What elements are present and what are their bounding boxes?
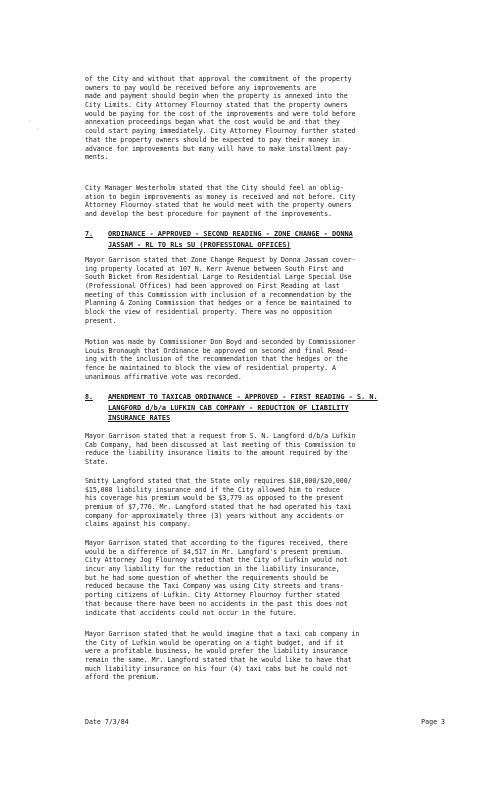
text-line: would be paying for the cost of the improvements and were told before: [85, 109, 356, 118]
text-line: ation to begin improvements as money is received and not before. City: [85, 192, 356, 201]
text-line: that the property owners should be expected to pay their money in: [85, 135, 340, 144]
text-line: present.: [85, 316, 117, 325]
text-line: Cab Company, had been discussed at last meeting of this Commission to: [85, 440, 356, 449]
item-8-heading: [85, 392, 465, 424]
text-line: of the City and without that approval the commitment of the property: [85, 75, 352, 83]
text-line: South Bicket from Residential Large to Residential Large Special Use: [85, 273, 352, 282]
text-line: meeting of this Commission with inclusion of a recommendation by the: [85, 290, 352, 299]
heading-line: ORDINANCE - APPROVED - SECOND READING - ZONE CHANGE - DONNA: [108, 230, 353, 238]
item-number: 8.: [85, 393, 93, 401]
text-line: Louis Bronaugh that Ordinance be approved on second and final Read-: [85, 346, 348, 355]
text-line: fence be maintained to block the view of residential property. A: [85, 364, 336, 373]
text-line: Mayor Garrison stated that a request from S. N. Langford d/b/a Lufkin: [85, 432, 356, 440]
text-line: company for approximately three (3) years without any accidents or: [85, 511, 344, 520]
heading-line: AMENDMENT TO TAXICAB ORDINANCE - APPROVED - FIRST READING - S. N.: [108, 393, 378, 401]
paragraph-motion: [85, 338, 465, 381]
text-line: ments.: [85, 153, 109, 162]
text-line: owners to pay would be received before any improvements are: [85, 83, 317, 92]
text-line: State.: [85, 458, 109, 467]
text-line: that because there have been no accidents in the past this does not: [85, 599, 348, 608]
margin-mark: ·: [36, 126, 40, 133]
heading-line: INSURANCE RATES: [108, 414, 171, 422]
item-number: 7.: [85, 230, 93, 238]
text-line: advance for improvements but many will have to make installment pay-: [85, 144, 352, 153]
text-line: much liability insurance on his four (4) taxi cabs but he could not: [85, 664, 348, 673]
text-line: Mayor Garrison stated that according to the figures received, there: [85, 539, 348, 547]
text-line: City Manager Westerholm stated that the City should feel an oblig-: [85, 184, 344, 192]
text-line: his coverage his premium would be $3,779 as opposed to the present: [85, 494, 344, 503]
text-line: ing property located at 107 N. Kerr Avenue between South First and: [85, 264, 344, 273]
text-line: reduced because the Taxi Company was using City streets and trans-: [85, 582, 344, 591]
heading-line: JASSAM - RL TO RLs SU (PROFESSIONAL OFFICES): [108, 240, 291, 249]
heading-line: LANGFORD d/b/a LUFKIN CAB COMPANY - REDUCTION OF LIABILITY: [108, 403, 349, 412]
paragraph-zone-change: [85, 256, 465, 326]
footer-date: Date 7/3/84: [85, 718, 129, 726]
text-line: City Limits. City Attorney Flournoy stated that the property owners: [85, 101, 348, 110]
text-line: Mayor Garrison stated that he would imagine that a taxi cab company in: [85, 630, 360, 638]
item-7-heading: [85, 229, 465, 250]
margin-mark: ·: [28, 118, 32, 125]
text-line: remain the same. Mr. Langford stated that he would like to have that: [85, 656, 352, 665]
paragraph-tight-budget: [85, 630, 465, 682]
text-line: unanimous affirmative vote was recorded.: [85, 372, 242, 381]
text-line: indicate that accidents could not occur in the future.: [85, 608, 297, 617]
text-line: City Attorney Jog Flournoy stated that the City of Lufkin would not: [85, 556, 348, 565]
text-line: and develop the best procedure for payment of the improvements.: [85, 210, 332, 219]
text-line: afford the premium.: [85, 673, 160, 682]
paragraph-improvement-payments: [85, 75, 465, 162]
paragraph-city-manager: [85, 184, 465, 219]
text-line: $15,000 liability insurance and if the City allowed him to reduce: [85, 485, 340, 494]
text-line: premium of $7,776. Mr. Langford stated that he had operated his taxi: [85, 503, 352, 512]
text-line: were a profitable business, he would prefer the liability insurance: [85, 647, 348, 656]
page-footer: [85, 718, 465, 727]
text-line: Mayor Garrison stated that Zone Change Request by Donna Jassam cover-: [85, 256, 356, 264]
text-line: incur any liability for the reduction in the liability insurance,: [85, 565, 340, 574]
text-line: would be a difference of $4,517 in Mr. Langford's present premium.: [85, 547, 344, 556]
text-line: Planning & Zoning Commission that hedges or a fence be maintained to: [85, 299, 352, 308]
text-line: Motion was made by Commissioner Don Boyd and seconded by Commissioner: [85, 338, 356, 346]
text-line: porting citizens of Lufkin. City Attorney Flournoy further stated: [85, 591, 340, 600]
text-line: Attorney Flournoy stated that he would meet with the property owners: [85, 201, 352, 210]
footer-page-number: Page 3: [421, 718, 445, 726]
text-line: but he had some question of whether the requirements should be: [85, 573, 329, 582]
paragraph-cab-request: [85, 432, 465, 467]
text-line: ing with the inclusion of the recommendation that the hedges or the: [85, 355, 348, 364]
text-line: block the view of residential property. There was no opposition: [85, 308, 332, 317]
text-line: could start paying immediately. City Attorney Flournoy further stated: [85, 127, 356, 136]
text-line: claims against his company.: [85, 520, 191, 529]
text-line: annexation proceedings began what the cost would be and that they: [85, 118, 340, 127]
text-line: made and payment should begin when the property is annexed into the: [85, 92, 348, 101]
text-line: (Professional Offices) had been approved on First Reading at last: [85, 282, 340, 291]
text-line: reduce the liability insurance limits to the amount required by the: [85, 449, 348, 458]
paragraph-langford-statement: [85, 477, 465, 529]
text-line: the City of Lufkin would be operating on a tight budget, and if it: [85, 638, 344, 647]
paragraph-premium-difference: [85, 539, 465, 617]
text-line: Smitty Langford stated that the State only requires $10,000/$20,000/: [85, 477, 352, 485]
